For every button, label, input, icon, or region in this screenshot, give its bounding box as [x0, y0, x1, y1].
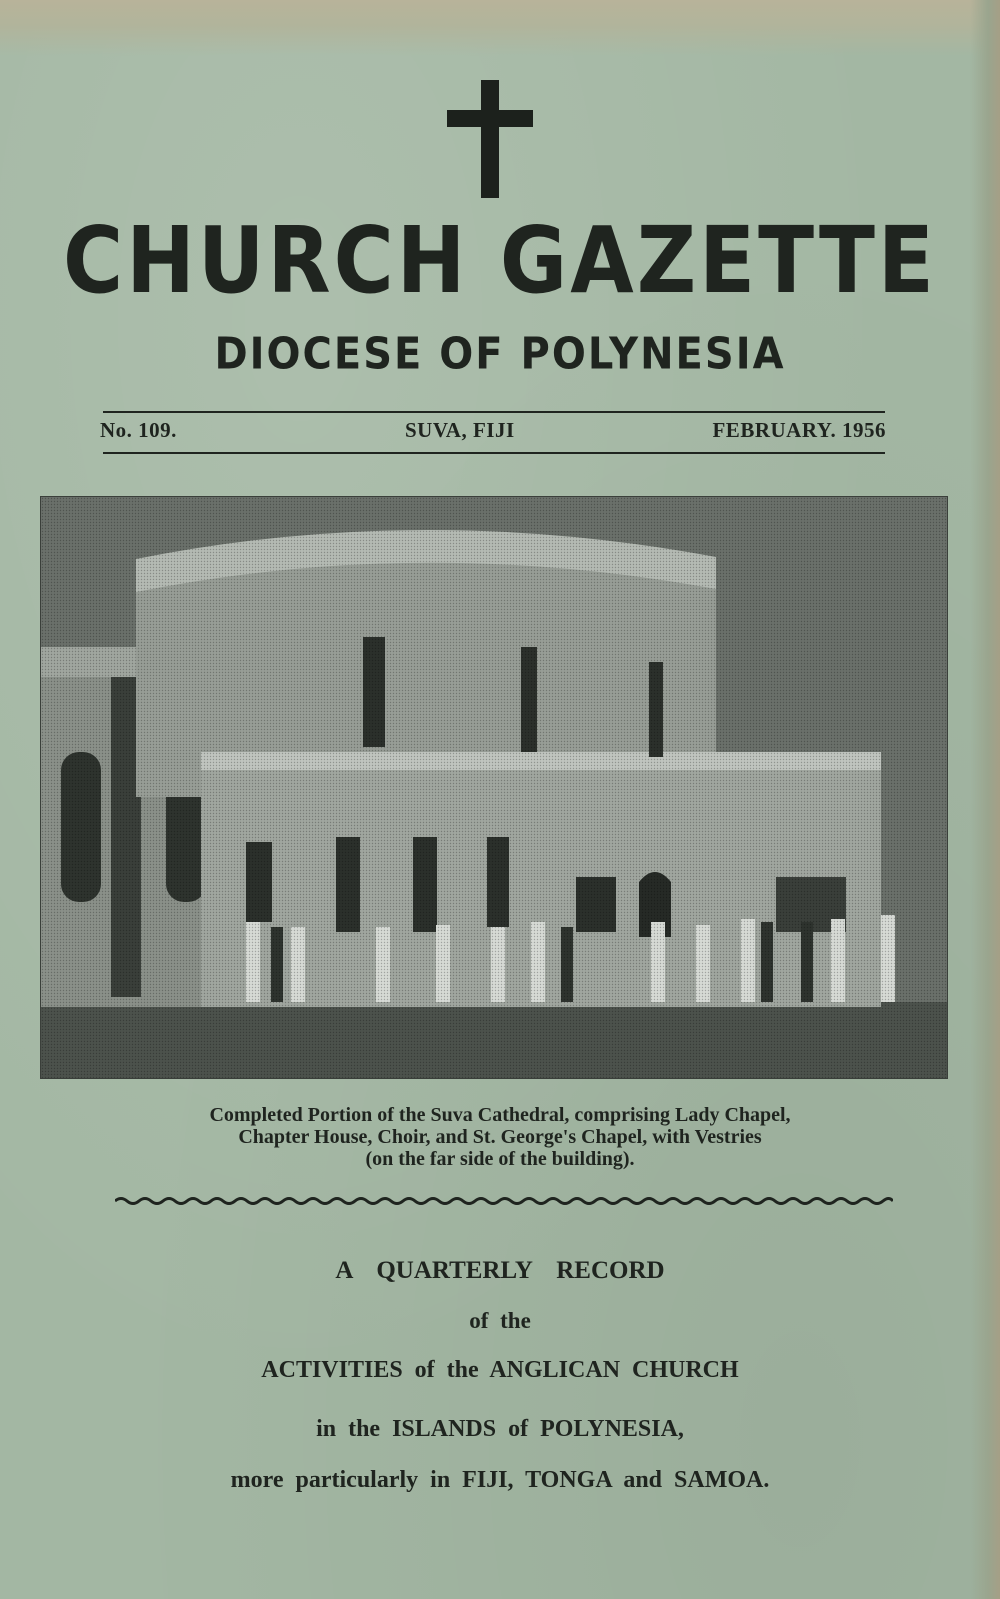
caption-line: (on the far side of the building).: [365, 1148, 635, 1170]
cathedral-photo: [40, 496, 948, 1079]
caption-line: Completed Portion of the Suva Cathedral, comprising Lady Chapel,: [209, 1104, 791, 1126]
photo-caption: [80, 1104, 920, 1170]
issue-rule-top: [103, 411, 885, 413]
issue-rule-bottom: [103, 452, 885, 454]
cross-icon: [447, 80, 533, 198]
record-line-2: of the: [469, 1308, 531, 1333]
masthead-subtitle: DIOCESE OF POLYNESIA: [214, 328, 786, 380]
record-line-5: more particularly in FIJI, TONGA and SAMOA.: [230, 1467, 770, 1493]
paper-top-edge: [0, 0, 1000, 56]
record-line-3: ACTIVITIES of the ANGLICAN CHURCH: [261, 1357, 739, 1383]
record-line-4: in the ISLANDS of POLYNESIA,: [316, 1416, 684, 1442]
caption-line: Chapter House, Choir, and St. George's Chapel, with Vestries: [238, 1126, 762, 1148]
issue-date: FEBRUARY. 1956: [712, 418, 886, 442]
paper-right-edge: [970, 0, 1000, 1599]
issue-number: No. 109.: [100, 418, 177, 442]
record-line-1: A QUARTERLY RECORD: [335, 1257, 665, 1284]
issue-place: SUVA, FIJI: [405, 418, 515, 442]
ornamental-divider: [115, 1195, 893, 1207]
masthead-title: CHURCH GAZETTE: [63, 208, 937, 315]
